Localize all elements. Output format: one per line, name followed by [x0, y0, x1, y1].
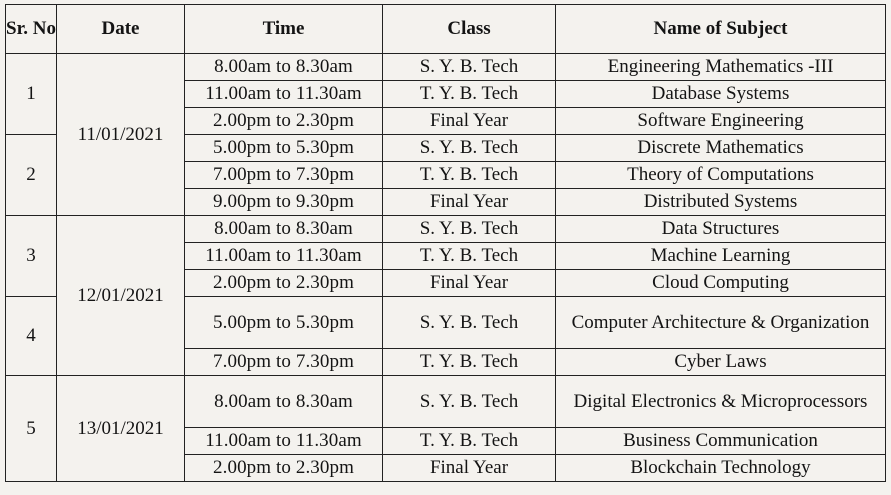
- sr-no-cell: 1: [6, 54, 57, 135]
- table-row: [6, 216, 886, 243]
- subject-cell: Discrete Mathematics: [556, 135, 886, 162]
- subject-cell: Digital Electronics & Microprocessors: [556, 376, 886, 428]
- sr-no-cell: 4: [6, 297, 57, 376]
- header-class: Class: [383, 5, 556, 54]
- class-cell: S. Y. B. Tech: [383, 376, 556, 428]
- sr-no-cell: 2: [6, 135, 57, 216]
- class-cell: S. Y. B. Tech: [383, 297, 556, 349]
- subject-cell: Business Communication: [556, 428, 886, 455]
- subject-cell: Engineering Mathematics -III: [556, 54, 886, 81]
- time-cell: 5.00pm to 5.30pm: [185, 135, 383, 162]
- subject-cell: Database Systems: [556, 81, 886, 108]
- time-cell: 7.00pm to 7.30pm: [185, 349, 383, 376]
- class-cell: S. Y. B. Tech: [383, 54, 556, 81]
- table-row: [6, 54, 886, 81]
- sr-no-cell: 5: [6, 376, 57, 482]
- class-cell: S. Y. B. Tech: [383, 216, 556, 243]
- subject-cell: Cloud Computing: [556, 270, 886, 297]
- table-row: [6, 376, 886, 428]
- subject-cell: Theory of Computations: [556, 162, 886, 189]
- time-cell: 5.00pm to 5.30pm: [185, 297, 383, 349]
- date-cell: 13/01/2021: [57, 376, 185, 482]
- class-cell: T. Y. B. Tech: [383, 162, 556, 189]
- date-cell: 12/01/2021: [57, 216, 185, 376]
- subject-cell: Data Structures: [556, 216, 886, 243]
- class-cell: Final Year: [383, 455, 556, 482]
- header-sr-no: Sr. No: [6, 5, 57, 54]
- sr-no-cell: 3: [6, 216, 57, 297]
- header-date: Date: [57, 5, 185, 54]
- time-cell: 8.00am to 8.30am: [185, 216, 383, 243]
- time-cell: 11.00am to 11.30am: [185, 243, 383, 270]
- class-cell: T. Y. B. Tech: [383, 428, 556, 455]
- subject-cell: Cyber Laws: [556, 349, 886, 376]
- class-cell: T. Y. B. Tech: [383, 349, 556, 376]
- time-cell: 9.00pm to 9.30pm: [185, 189, 383, 216]
- subject-cell: Machine Learning: [556, 243, 886, 270]
- class-cell: S. Y. B. Tech: [383, 135, 556, 162]
- exam-schedule-table: [5, 4, 886, 482]
- subject-cell: Distributed Systems: [556, 189, 886, 216]
- subject-cell: Software Engineering: [556, 108, 886, 135]
- header-row: [6, 5, 886, 54]
- class-cell: T. Y. B. Tech: [383, 243, 556, 270]
- time-cell: 7.00pm to 7.30pm: [185, 162, 383, 189]
- time-cell: 11.00am to 11.30am: [185, 428, 383, 455]
- time-cell: 2.00pm to 2.30pm: [185, 270, 383, 297]
- class-cell: Final Year: [383, 270, 556, 297]
- time-cell: 2.00pm to 2.30pm: [185, 108, 383, 135]
- time-cell: 2.00pm to 2.30pm: [185, 455, 383, 482]
- header-subject: Name of Subject: [556, 5, 886, 54]
- date-cell: 11/01/2021: [57, 54, 185, 216]
- time-cell: 8.00am to 8.30am: [185, 54, 383, 81]
- class-cell: Final Year: [383, 108, 556, 135]
- class-cell: T. Y. B. Tech: [383, 81, 556, 108]
- time-cell: 8.00am to 8.30am: [185, 376, 383, 428]
- class-cell: Final Year: [383, 189, 556, 216]
- header-time: Time: [185, 5, 383, 54]
- subject-cell: Computer Architecture & Organization: [556, 297, 886, 349]
- time-cell: 11.00am to 11.30am: [185, 81, 383, 108]
- subject-cell: Blockchain Technology: [556, 455, 886, 482]
